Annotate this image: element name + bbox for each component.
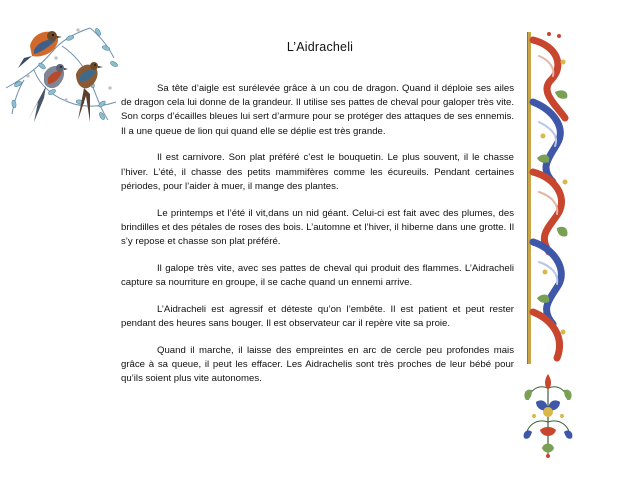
document-body [121, 82, 514, 399]
paragraph: Sa tête d’aigle est surélevée grâce à un cou de dragon. Quand il déploie ses ailes de dragon cela lui donne de la grandeur. Il utilise ses pattes de cheval pour galoper très vite. Son corps d’écailles bleues lui sert d’armure pour se protéger des attaques de ses ennemis. Il a une queue de lion qui quand elle se déplie est très grande. [121, 83, 514, 137]
paragraph: Il est carnivore. Son plat préféré c’est le bouquetin. Le plus souvent, il le chasse l’hiver. L’été, il chasse des petits mammifères comme les écureuils. Pendant certaines périodes, pour l’aider à muer, il mange des plantes. [121, 152, 514, 192]
paragraph: Il galope très vite, avec ses pattes de cheval qui produit des flammes. L’Aidracheli capture sa nourriture en groupe, il se cache quand un ennemi arrive. [121, 262, 514, 289]
paragraph: Quand il marche, il laisse des empreintes en arc de cercle peu profondes mais grâce à sa queue, il peut les effacer. Les Aidrachelis sont très proches de leur bébé pour qu’ils soient plus vite autonomes. [121, 344, 514, 385]
paragraph: Le printemps et l’été il vit,dans un nid géant. Celui-ci est fait avec des plumes, des brindilles et des pétales de roses des bois. L’automne et l’hiver, il hiberne dans une grotte. Il s’y repose et chasse son plat préféré. [121, 207, 514, 248]
floral-ornament [518, 372, 578, 458]
document-title: L’Aidracheli [286, 40, 354, 54]
birds-illustration [4, 16, 122, 126]
paragraph: L’Aidracheli est agressif et déteste qu’on l’embête. Il est patient et peut rester pendant des heures sans bouger. Il est observateur car il repère vite sa proie. [121, 303, 514, 330]
illuminated-border [527, 32, 571, 364]
